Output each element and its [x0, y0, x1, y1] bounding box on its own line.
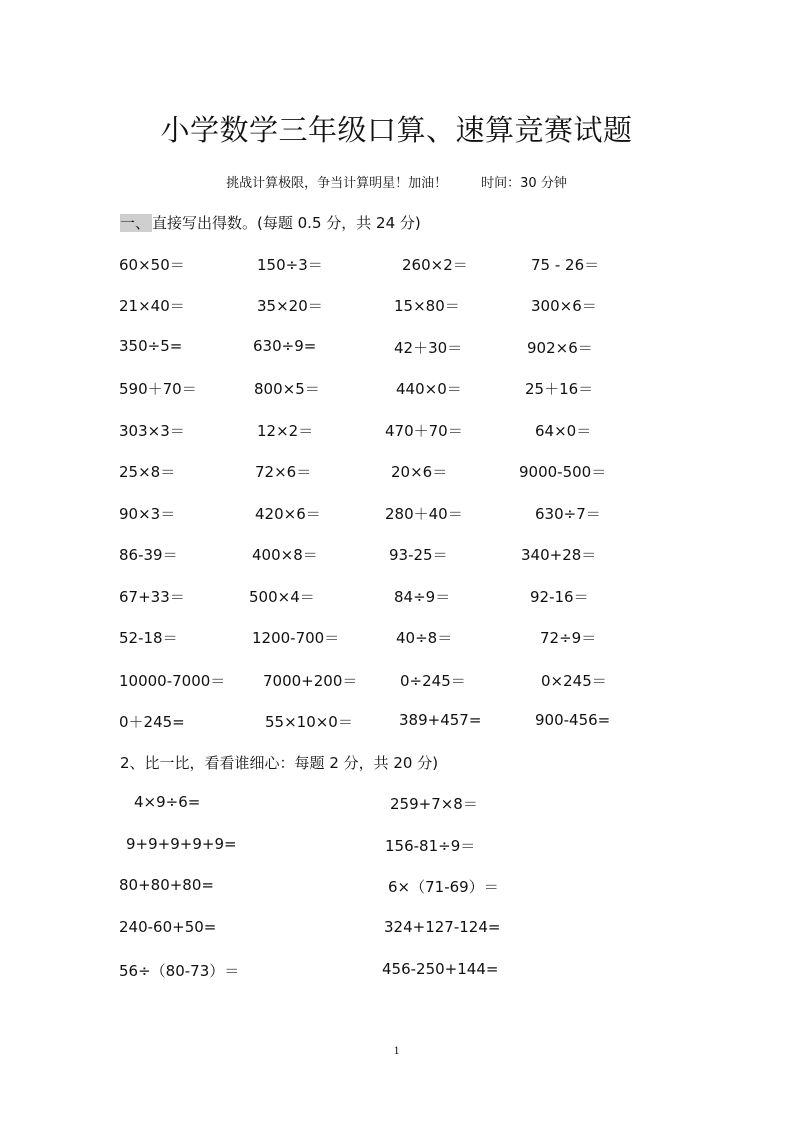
- problem-item: 80+80+80=: [119, 876, 214, 894]
- problem-row: [0, 461, 793, 483]
- problem-row: [0, 960, 793, 982]
- problem-item: 0×245＝: [541, 672, 607, 690]
- problem-row: [0, 420, 793, 442]
- page-title: 小学数学三年级口算、速算竞赛试题: [160, 113, 633, 147]
- problem-row: [0, 503, 793, 525]
- problem-item: 902×6＝: [527, 339, 593, 357]
- problem-item: 90×3＝: [119, 505, 176, 523]
- problem-item: 9+9+9+9+9=: [126, 835, 237, 853]
- problem-item: 84÷9＝: [394, 588, 451, 606]
- problem-item: 72÷9＝: [540, 629, 597, 647]
- problem-item: 20×6＝: [391, 463, 448, 481]
- problem-item: 630÷7＝: [535, 505, 601, 523]
- problem-item: 7000+200＝: [263, 672, 358, 690]
- problem-item: 0＋245=: [119, 713, 185, 731]
- problem-item: 260×2＝: [402, 256, 468, 274]
- subtitle: [0, 172, 793, 191]
- page-number: 1: [393, 1043, 400, 1057]
- problem-item: 6×（71-69）＝: [388, 878, 499, 896]
- problem-row: [0, 876, 793, 898]
- problem-item: 93-25＝: [389, 546, 448, 564]
- problem-row: [0, 711, 793, 733]
- problem-row: [0, 586, 793, 608]
- problem-item: 280＋40＝: [385, 505, 463, 523]
- problem-item: 350÷5=: [119, 337, 183, 355]
- problem-item: 10000-7000＝: [119, 672, 226, 690]
- problem-row: [0, 544, 793, 566]
- problem-item: 86-39＝: [119, 546, 178, 564]
- problem-item: 456-250+144=: [382, 960, 499, 978]
- problem-item: 60×50＝: [119, 256, 185, 274]
- problem-item: 0÷245＝: [400, 672, 466, 690]
- problem-item: 12×2＝: [257, 422, 314, 440]
- problem-item: 42＋30＝: [394, 339, 463, 357]
- problem-item: 300×6＝: [531, 297, 597, 315]
- problem-item: 4×9÷6=: [134, 793, 201, 811]
- problem-item: 389+457=: [399, 711, 482, 729]
- section-1-prefix: 一、: [120, 214, 151, 232]
- problem-row: [0, 254, 793, 276]
- problem-item: 67+33＝: [119, 588, 185, 606]
- subtitle-time: 时间：30 分钟: [481, 176, 567, 191]
- section-1-heading: [120, 212, 421, 233]
- problem-item: 900-456=: [535, 711, 611, 729]
- problem-row: [0, 295, 793, 317]
- problem-row: [0, 918, 793, 940]
- problem-item: 55×10×0＝: [265, 713, 353, 731]
- problem-item: 259+7×8＝: [390, 795, 478, 813]
- section-1-label: 直接写出得数。(每题 0.5 分，共 24 分): [152, 214, 421, 232]
- problem-row: [0, 835, 793, 857]
- problem-item: 240-60+50=: [119, 918, 217, 936]
- problem-item: 1200-700＝: [252, 629, 340, 647]
- problem-item: 64×0＝: [535, 422, 592, 440]
- problem-item: 630÷9=: [253, 337, 317, 355]
- problem-item: 21×40＝: [119, 297, 185, 315]
- problem-row: [0, 670, 793, 692]
- problem-item: 25＋16＝: [525, 380, 594, 398]
- problem-item: 40÷8＝: [396, 629, 453, 647]
- problem-item: 420×6＝: [255, 505, 321, 523]
- problem-item: 35×20＝: [257, 297, 323, 315]
- problem-item: 590＋70＝: [119, 380, 197, 398]
- problem-item: 400×8＝: [252, 546, 318, 564]
- problem-item: 56÷（80-73）＝: [119, 962, 240, 980]
- problem-item: 25×8＝: [119, 463, 176, 481]
- problem-row: [0, 378, 793, 400]
- subtitle-slogan: 挑战计算极限，争当计算明星！加油！: [226, 176, 448, 191]
- problem-item: 156-81÷9＝: [385, 837, 476, 855]
- problem-item: 340+28＝: [521, 546, 597, 564]
- problem-item: 15×80＝: [394, 297, 460, 315]
- problem-item: 75 - 26＝: [531, 256, 600, 274]
- problem-item: 72×6＝: [255, 463, 312, 481]
- section-2-heading: 2、比一比，看看谁细心：每题 2 分，共 20 分): [120, 754, 439, 772]
- problem-item: 324+127-124=: [384, 918, 501, 936]
- problem-item: 470＋70＝: [385, 422, 463, 440]
- problem-item: 92-16＝: [530, 588, 589, 606]
- problem-row: [0, 627, 793, 649]
- problem-item: 440×0＝: [396, 380, 462, 398]
- problem-item: 9000-500＝: [519, 463, 607, 481]
- problem-item: 52-18＝: [119, 629, 178, 647]
- problem-row: [0, 793, 793, 815]
- problem-item: 303×3＝: [119, 422, 185, 440]
- problem-row: [0, 337, 793, 359]
- problem-item: 800×5＝: [254, 380, 320, 398]
- problem-item: 150÷3＝: [257, 256, 323, 274]
- problem-item: 500×4＝: [249, 588, 315, 606]
